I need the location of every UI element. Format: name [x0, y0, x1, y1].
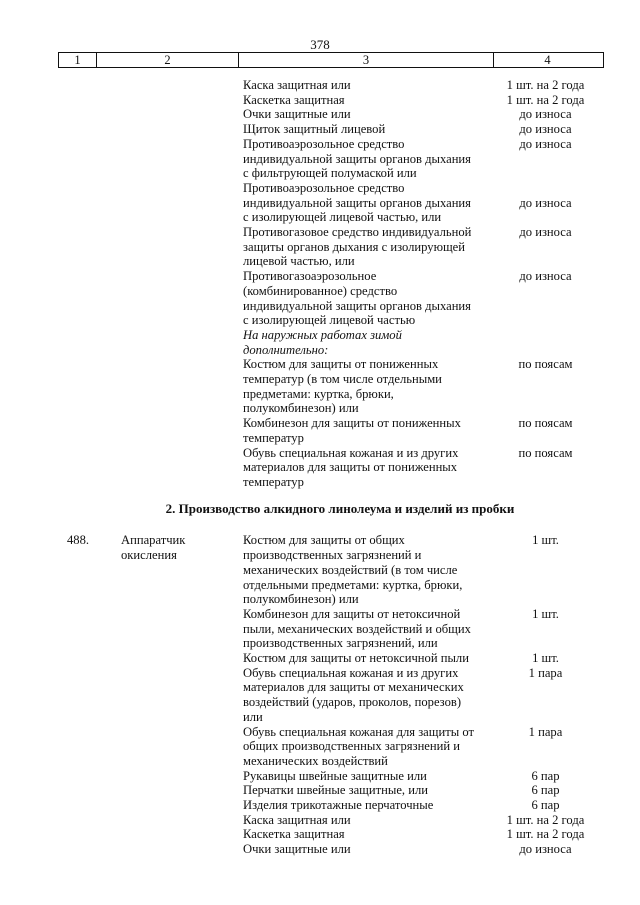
- table-row: [0, 533, 640, 548]
- ppe-item: защиты органов дыхания с изолирующей: [243, 239, 466, 254]
- ppe-item: производственных загрязнений, или: [243, 636, 438, 651]
- table-row: [0, 460, 640, 475]
- issue-norm: [488, 680, 603, 695]
- issue-norm: 1 шт. на 2 года: [506, 827, 585, 842]
- issue-norm: [488, 387, 603, 402]
- ppe-item: Противогазовое средство индивидуальной: [243, 225, 472, 240]
- profession-name: [121, 827, 243, 842]
- issue-norm: [488, 254, 603, 269]
- profession-name: [121, 798, 243, 813]
- table-row: [0, 401, 640, 416]
- column-header-4: 4: [544, 53, 551, 67]
- row-number: [0, 710, 121, 725]
- profession-name: [121, 754, 243, 769]
- table-row: [0, 548, 640, 563]
- profession-name: [121, 328, 243, 343]
- issue-norm: [488, 240, 603, 255]
- table-row: [0, 152, 640, 167]
- table-row: [0, 93, 640, 108]
- ppe-item: Каска защитная или: [243, 78, 351, 92]
- row-number: [0, 563, 121, 578]
- column-header-2: 2: [97, 53, 239, 67]
- ppe-item: воздействий (ударов, проколов, порезов): [243, 695, 462, 710]
- page-number: 378: [310, 37, 330, 52]
- ppe-item: Костюм для защиты от нетоксичной пыли: [243, 651, 469, 666]
- profession-name: [121, 607, 243, 622]
- column-header-row: [58, 52, 604, 68]
- table-row: [0, 357, 640, 372]
- row-number: [0, 313, 121, 328]
- table-row: [0, 725, 640, 740]
- row-number: [0, 680, 121, 695]
- column-header-1: 1: [59, 53, 97, 67]
- issue-norm: [488, 563, 603, 578]
- table-row: [0, 343, 640, 358]
- issue-norm: [488, 548, 603, 563]
- issue-norm: [488, 313, 603, 328]
- issue-norm: [488, 401, 603, 416]
- issue-norm: [488, 210, 603, 225]
- table-row: [0, 769, 640, 784]
- issue-norm: [488, 152, 603, 167]
- table-row: [0, 636, 640, 651]
- profession-name: [121, 636, 243, 651]
- issue-norm: [488, 343, 603, 358]
- row-number: [0, 137, 121, 152]
- row-number: [0, 284, 121, 299]
- row-number: [0, 416, 121, 431]
- issue-norm: [488, 695, 603, 710]
- issue-norm: [488, 710, 603, 725]
- profession-name: [121, 695, 243, 710]
- profession-name: [121, 622, 243, 637]
- issue-norm: до износа: [519, 269, 572, 284]
- profession-name: [121, 299, 243, 314]
- table-row: [0, 416, 640, 431]
- issue-norm: 6 пар: [531, 768, 560, 783]
- row-number: [0, 783, 121, 798]
- profession-name: [121, 725, 243, 740]
- table-row: [0, 299, 640, 314]
- continued-entries: [0, 78, 640, 490]
- ppe-item: лицевой частью, или: [243, 254, 355, 269]
- profession-name: [121, 343, 243, 358]
- row-number: [0, 739, 121, 754]
- ppe-item: механических воздействий: [243, 753, 388, 768]
- row-number: [0, 754, 121, 769]
- row-number: [0, 827, 121, 842]
- row-number: [0, 607, 121, 622]
- ppe-item: пыли, механических воздействий и общих: [243, 621, 471, 636]
- profession-name: [121, 210, 243, 225]
- table-row: [0, 372, 640, 387]
- profession-name: [121, 842, 243, 857]
- table-row: [0, 107, 640, 122]
- issue-norm: до износа: [519, 107, 572, 122]
- issue-norm: до износа: [519, 195, 572, 210]
- profession-name: [121, 783, 243, 798]
- row-number: [0, 842, 121, 857]
- table-row: [0, 240, 640, 255]
- table-row: [0, 798, 640, 813]
- table-row: [0, 122, 640, 137]
- issue-norm: [488, 739, 603, 754]
- row-number: [0, 578, 121, 593]
- ppe-item: температур: [243, 474, 304, 489]
- profession-name: [121, 446, 243, 461]
- table-row: [0, 269, 640, 284]
- row-number: [0, 431, 121, 446]
- row-number: [0, 343, 121, 358]
- ppe-item: Каскетка защитная: [243, 92, 345, 107]
- profession-name: [121, 401, 243, 416]
- profession-name: [121, 107, 243, 122]
- profession-name: [121, 666, 243, 681]
- row-number: [0, 166, 121, 181]
- table-row: [0, 578, 640, 593]
- profession-name: окисления: [121, 548, 177, 563]
- profession-name: [121, 651, 243, 666]
- table-row: [0, 254, 640, 269]
- row-number: [0, 357, 121, 372]
- issue-norm: [488, 284, 603, 299]
- ppe-item: Изделия трикотажные перчаточные: [243, 798, 434, 813]
- issue-norm: 1 пара: [528, 724, 563, 739]
- issue-norm: по поясам: [518, 416, 573, 431]
- issue-norm: [488, 328, 603, 343]
- ppe-item: материалов для защиты от механических: [243, 680, 464, 695]
- issue-norm: 1 пара: [528, 665, 563, 680]
- table-row: [0, 313, 640, 328]
- ppe-item: индивидуальной защиты органов дыхания: [243, 195, 471, 210]
- profession-name: [121, 357, 243, 372]
- profession-name: [121, 240, 243, 255]
- ppe-item: На наружных работах зимой: [243, 327, 402, 342]
- table-row: [0, 225, 640, 240]
- row-number: [0, 107, 121, 122]
- ppe-item: Очки защитные или: [243, 107, 351, 122]
- issue-norm: [488, 460, 603, 475]
- ppe-item: с изолирующей лицевой частью: [243, 313, 416, 328]
- table-row: [0, 166, 640, 181]
- ppe-item: производственных загрязнений и: [243, 548, 422, 563]
- table-row: [0, 666, 640, 681]
- ppe-item: с фильтрующей полумаской или: [243, 166, 417, 181]
- ppe-item: Комбинезон для защиты от нетоксичной: [243, 606, 461, 621]
- profession-name: [121, 769, 243, 784]
- ppe-item: общих производственных загрязнений и: [243, 739, 461, 754]
- issue-norm: [488, 166, 603, 181]
- profession-name: [121, 313, 243, 328]
- issue-norm: до износа: [519, 136, 572, 151]
- ppe-item: Костюм для защиты от пониженных: [243, 357, 439, 372]
- profession-name: [121, 475, 243, 490]
- profession-name: [121, 152, 243, 167]
- table-row: [0, 739, 640, 754]
- profession-name: [121, 166, 243, 181]
- profession-name: [121, 181, 243, 196]
- profession-name: [121, 680, 243, 695]
- row-number: [0, 769, 121, 784]
- row-number: [0, 401, 121, 416]
- ppe-item: Обувь специальная кожаная и из других: [243, 445, 459, 460]
- row-number: [0, 328, 121, 343]
- issue-norm: 1 шт.: [532, 651, 559, 666]
- table-row: [0, 622, 640, 637]
- table-row: [0, 710, 640, 725]
- ppe-item: отдельными предметами: куртка, брюки,: [243, 577, 463, 592]
- row-number: [0, 460, 121, 475]
- table-row: [0, 827, 640, 842]
- row-number: [0, 225, 121, 240]
- row-number: [0, 636, 121, 651]
- row-number: [0, 152, 121, 167]
- row-number: [0, 299, 121, 314]
- issue-norm: по поясам: [518, 357, 573, 372]
- ppe-item: Комбинезон для защиты от пониженных: [243, 416, 461, 431]
- row-number: 488.: [67, 533, 90, 548]
- table-row: [0, 680, 640, 695]
- section-title: 2. Производство алкидного линолеума и изделий из пробки: [165, 500, 515, 516]
- row-number: [0, 240, 121, 255]
- profession-name: [121, 372, 243, 387]
- issue-norm: 6 пар: [531, 798, 560, 813]
- row-number: [0, 372, 121, 387]
- issue-norm: [488, 431, 603, 446]
- profession-name: [121, 578, 243, 593]
- ppe-item: Очки защитные или: [243, 842, 351, 857]
- row-number: [0, 181, 121, 196]
- issue-norm: до износа: [519, 225, 572, 240]
- table-row: [0, 813, 640, 828]
- ppe-item: Противогазоаэрозольное: [243, 269, 377, 284]
- row-number: [0, 622, 121, 637]
- row-number: [0, 695, 121, 710]
- ppe-item: Обувь специальная кожаная и из других: [243, 665, 459, 680]
- table-row: [0, 475, 640, 490]
- row-number: [0, 548, 121, 563]
- row-number: [0, 592, 121, 607]
- issue-norm: [488, 622, 603, 637]
- row-number: [0, 651, 121, 666]
- issue-norm: по поясам: [518, 445, 573, 460]
- table-row: [0, 695, 640, 710]
- issue-norm: 1 шт. на 2 года: [506, 92, 585, 107]
- row-number: [0, 446, 121, 461]
- profession-name: Аппаратчик: [121, 533, 186, 548]
- row-number: [0, 254, 121, 269]
- profession-name: [121, 431, 243, 446]
- profession-name: [121, 269, 243, 284]
- issue-norm: до износа: [519, 122, 572, 137]
- issue-norm: до износа: [519, 842, 572, 857]
- row-number: [0, 666, 121, 681]
- profession-name: [121, 93, 243, 108]
- issue-norm: 1 шт.: [532, 606, 559, 621]
- table-row: [0, 137, 640, 152]
- profession-name: [121, 739, 243, 754]
- ppe-item: с изолирующей лицевой частью, или: [243, 210, 442, 225]
- ppe-item: температур: [243, 430, 304, 445]
- row-number: [0, 813, 121, 828]
- profession-name: [121, 254, 243, 269]
- table-row: [0, 754, 640, 769]
- ppe-item: или: [243, 709, 263, 724]
- profession-name: [121, 137, 243, 152]
- profession-name: [121, 563, 243, 578]
- table-row: [0, 842, 640, 857]
- table-row: [0, 210, 640, 225]
- issue-norm: 6 пар: [531, 783, 560, 798]
- issue-norm: [488, 636, 603, 651]
- table-row: [0, 783, 640, 798]
- ppe-item: температур (в том числе отдельными: [243, 372, 442, 387]
- issue-norm: 1 шт. на 2 года: [506, 78, 585, 92]
- ppe-item: Щиток защитный лицевой: [243, 122, 386, 137]
- table-row: [0, 592, 640, 607]
- table-row: [0, 387, 640, 402]
- profession-name: [121, 460, 243, 475]
- row-number: [0, 78, 121, 93]
- row-number: [0, 210, 121, 225]
- profession-name: [121, 78, 243, 93]
- table-row: [0, 328, 640, 343]
- ppe-item: Перчатки швейные защитные, или: [243, 783, 428, 798]
- table-row: [0, 651, 640, 666]
- profession-name: [121, 225, 243, 240]
- profession-name: [121, 592, 243, 607]
- ppe-item: Обувь специальная кожаная для защиты от: [243, 724, 474, 739]
- row-number: [0, 387, 121, 402]
- table-row: [0, 78, 640, 93]
- issue-norm: [488, 592, 603, 607]
- profession-name: [121, 122, 243, 137]
- ppe-item: полукомбинезон) или: [243, 401, 359, 416]
- profession-name: [121, 813, 243, 828]
- ppe-item: материалов для защиты от пониженных: [243, 460, 458, 475]
- ppe-item: индивидуальной защиты органов дыхания: [243, 298, 471, 313]
- ppe-item: Каскетка защитная: [243, 827, 345, 842]
- profession-name: [121, 416, 243, 431]
- ppe-item: полукомбинезон) или: [243, 592, 359, 607]
- row-number: [0, 269, 121, 284]
- table-row: [0, 181, 640, 196]
- ppe-item: Противоаэрозольное средство: [243, 136, 405, 151]
- row-number: [0, 475, 121, 490]
- issue-norm: 1 шт. на 2 года: [506, 812, 585, 827]
- ppe-item: Костюм для защиты от общих: [243, 533, 405, 548]
- table-row: [0, 446, 640, 461]
- ppe-item: механических воздействий (в том числе: [243, 562, 458, 577]
- issue-norm: [488, 181, 603, 196]
- table-row: [0, 563, 640, 578]
- row-number: [0, 122, 121, 137]
- row-number: [0, 196, 121, 211]
- issue-norm: 1 шт.: [532, 533, 559, 548]
- row-number: [0, 93, 121, 108]
- ppe-item: индивидуальной защиты органов дыхания: [243, 151, 471, 166]
- ppe-item: Рукавицы швейные защитные или: [243, 768, 427, 783]
- profession-name: [121, 710, 243, 725]
- issue-norm: [488, 372, 603, 387]
- table-row: [0, 196, 640, 211]
- table-row: [0, 607, 640, 622]
- ppe-item: предметами: куртка, брюки,: [243, 386, 394, 401]
- table-row: [0, 284, 640, 299]
- issue-norm: [488, 299, 603, 314]
- table-row: [0, 431, 640, 446]
- ppe-item: Каска защитная или: [243, 812, 351, 827]
- profession-name: [121, 387, 243, 402]
- entry-488: [0, 533, 640, 856]
- issue-norm: [488, 754, 603, 769]
- issue-norm: [488, 578, 603, 593]
- ppe-item: Противоаэрозольное средство: [243, 180, 405, 195]
- ppe-item: (комбинированное) средство: [243, 283, 398, 298]
- column-header-3: 3: [239, 53, 494, 67]
- profession-name: [121, 196, 243, 211]
- row-number: [0, 798, 121, 813]
- issue-norm: [488, 475, 603, 490]
- ppe-item: дополнительно:: [243, 342, 329, 357]
- profession-name: [121, 284, 243, 299]
- table-body: [0, 78, 640, 857]
- row-number: [0, 725, 121, 740]
